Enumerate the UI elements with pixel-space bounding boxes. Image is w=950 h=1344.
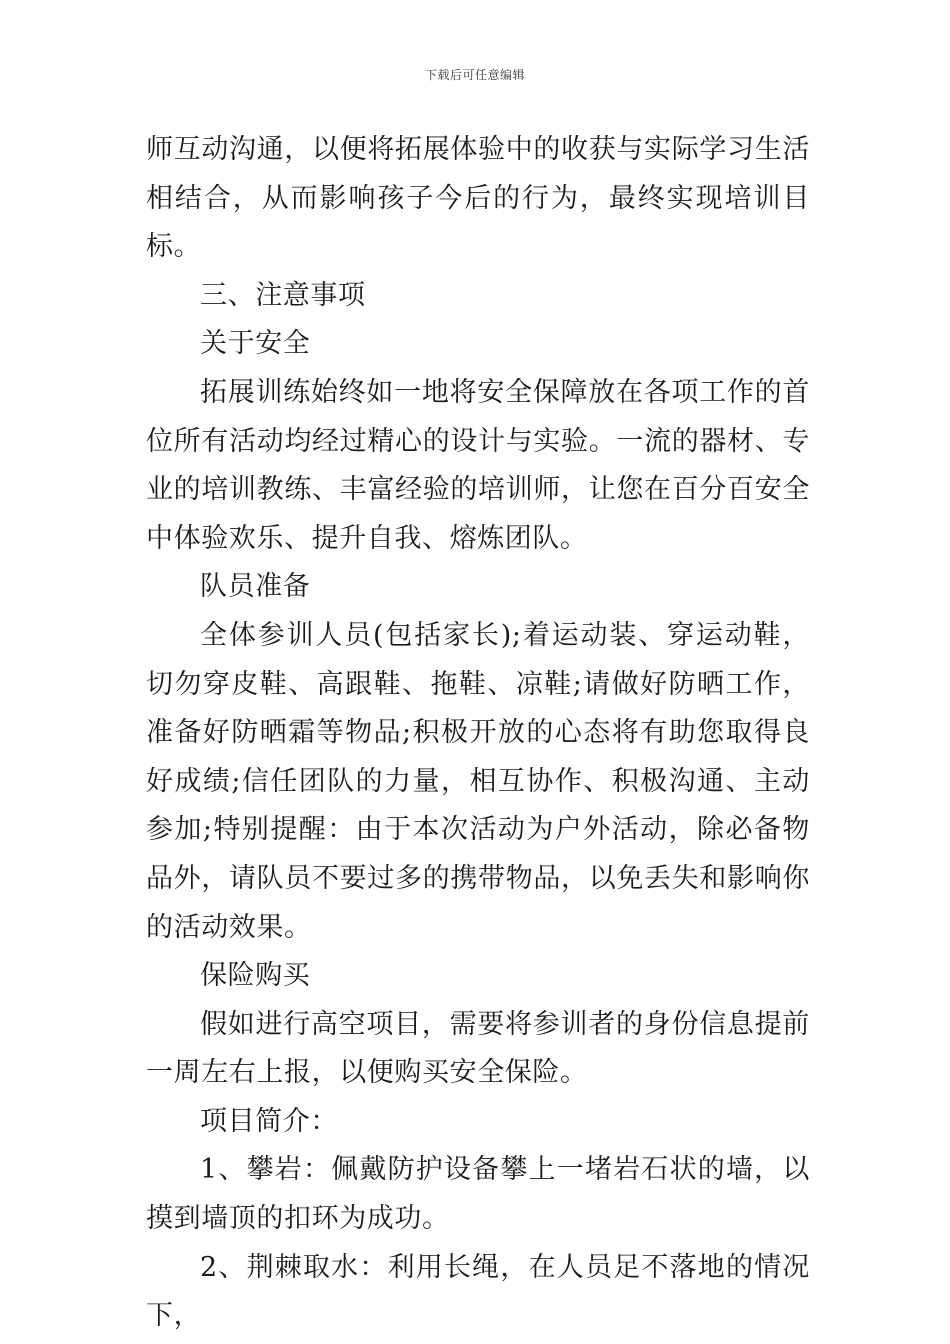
subheading-insurance: 保险购买	[200, 960, 311, 992]
paragraph-safety: 拓展训练始终如一地将安全保障放在各项工作的首位所有活动均经过精心的设计与实验。一流的器材、专业的培训教练、丰富经验的培训师，让您在百分百安全中体验欢乐、提升自我、熔炼团队。	[146, 376, 810, 554]
list-item-rock-climbing: 1、攀岩：佩戴防护设备攀上一堵岩石状的墙，以摸到墙顶的扣环为成功。	[146, 1154, 810, 1235]
subheading-team-preparation: 队员准备	[200, 571, 311, 603]
paragraph-1: 师互动沟通，以便将拓展体验中的收获与实际学习生活相结合，从而影响孩子今后的行为，最终实现培训目标。	[146, 134, 810, 263]
body-text	[146, 126, 810, 1341]
subheading-project-intro: 项目简介：	[200, 1105, 338, 1137]
section-heading-notes: 三、注意事项	[200, 279, 366, 311]
paragraph-insurance: 假如进行高空项目，需要将参训者的身份信息提前一周左右上报，以便购买安全保险。	[146, 1008, 810, 1089]
paragraph-team-preparation: 全体参训人员(包括家长);着运动装、穿运动鞋，切勿穿皮鞋、高跟鞋、拖鞋、凉鞋;请做好防晒工作，准备好防晒霜等物品;积极开放的心态将有助您取得良好成绩;信任团队的力量，相互协作、积极沟通、主动参加;特别提醒：由于本次活动为户外活动，除必备物品外，请队员不要过多的携带物品，以免丢失和影响你的活动效果。	[146, 619, 810, 943]
header-note: 下载后可任意编辑	[424, 68, 525, 82]
subheading-safety: 关于安全	[200, 328, 311, 360]
list-item-water-fetching: 2、荆棘取水：利用长绳，在人员足不落地的情况下，	[146, 1251, 810, 1332]
